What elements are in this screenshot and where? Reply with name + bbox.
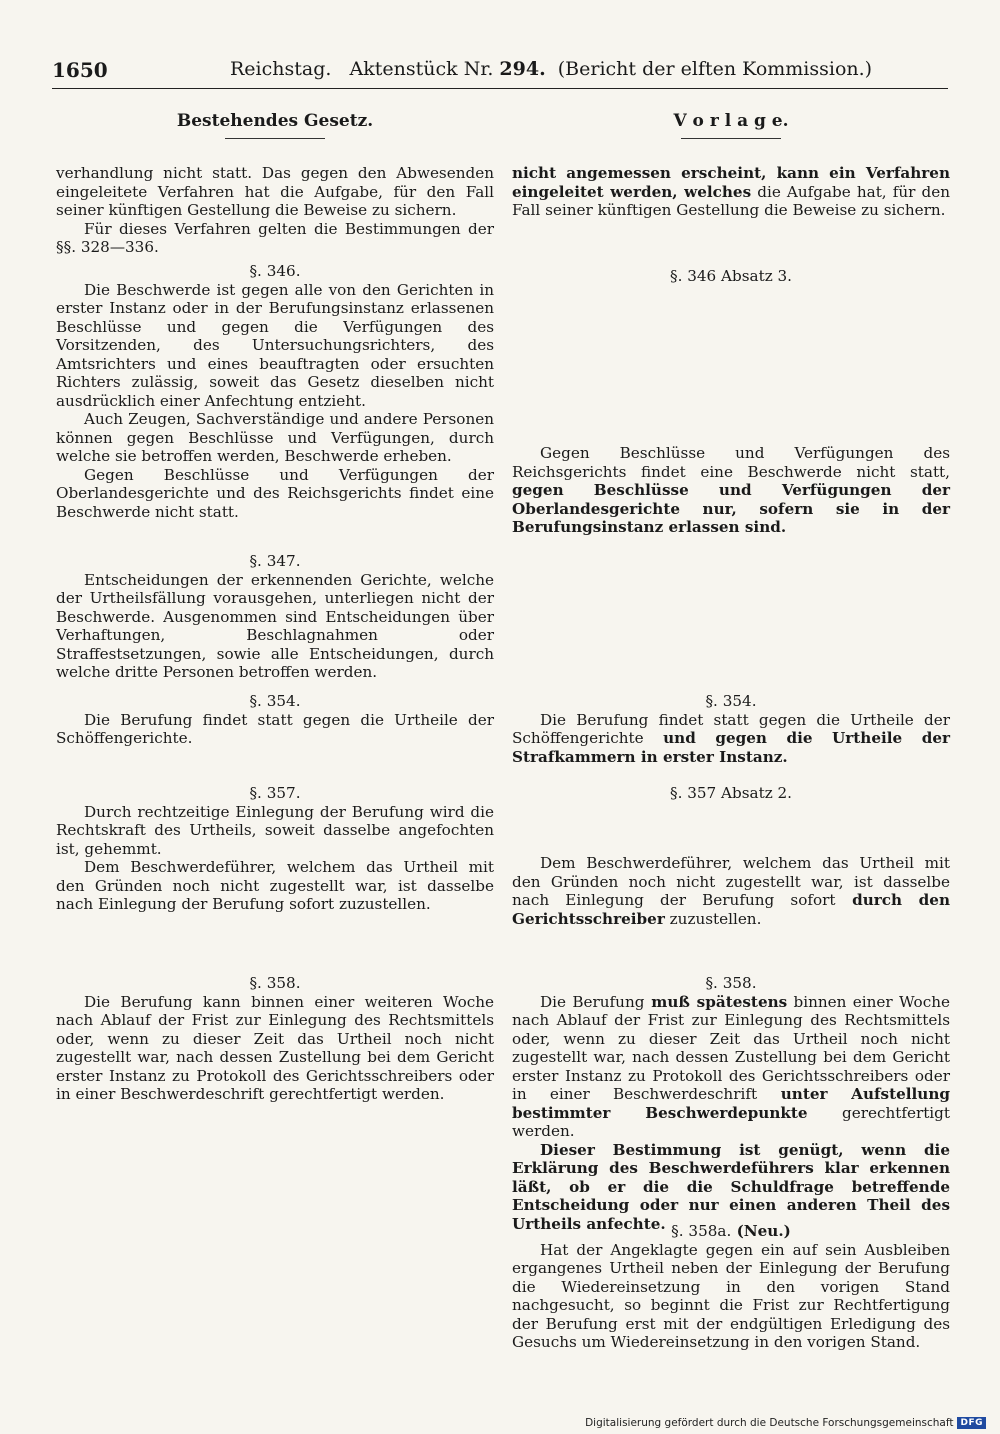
right-paragraph bbox=[512, 164, 950, 220]
original-text: gerechtfertigt werden. bbox=[512, 1103, 950, 1140]
running-title bbox=[230, 58, 872, 80]
section-heading: §. 354. bbox=[249, 692, 301, 710]
section-heading: §. 358. bbox=[249, 974, 301, 992]
right-block-358a bbox=[512, 1222, 950, 1352]
left-column-heading: Bestehendes Gesetz. bbox=[176, 111, 374, 131]
right-heading-rule bbox=[681, 138, 781, 139]
right-paragraph bbox=[512, 993, 950, 1141]
section-number: §. 358a. bbox=[671, 1222, 732, 1240]
right-block-346 bbox=[512, 267, 950, 286]
amended-text: muß spätestens bbox=[644, 992, 788, 1011]
section-heading: §. 346. bbox=[249, 262, 301, 280]
left-block-347 bbox=[56, 552, 494, 682]
original-text: Die Berufung bbox=[540, 992, 645, 1011]
original-text: die Aufgabe hat, für den Fall seiner künftigen Gestellung die Beweise zu sichern. bbox=[512, 182, 950, 219]
left-paragraph: Entscheidungen der erkennenden Gerichte, welche der Urtheilsfällung vorausgehen, unterliegen nicht der Beschwerde. Ausgenommen sind Entscheidungen über Verhaftungen, Beschlagnahmen oder Straffestsetzungen, sowie alle Entscheidungen, durch welche dritte Personen betroffen werden. bbox=[56, 570, 494, 681]
left-paragraph: Die Berufung findet statt gegen die Urtheile der Schöffengerichte. bbox=[56, 710, 494, 747]
section-heading: §. 346 Absatz 3. bbox=[669, 267, 793, 285]
amended-text: durch den Gerichtsschreiber bbox=[512, 891, 950, 928]
digitization-footer bbox=[585, 1416, 986, 1430]
page-header bbox=[52, 58, 948, 89]
original-text: zuzustellen. bbox=[664, 909, 762, 928]
document-number: 294. bbox=[499, 58, 546, 80]
amended-text: gegen Beschlüsse und Verfügungen der Oberlandesgerichte nur, sofern sie in der Berufungsinstanz erlassen sind. bbox=[512, 481, 950, 536]
right-block-354 bbox=[512, 692, 950, 766]
right-column bbox=[512, 112, 950, 1372]
amended-text: und gegen die Urtheile der Strafkammern in erster Instanz. bbox=[512, 729, 950, 766]
right-paragraph-amended: Dieser Bestimmung ist genügt, wenn die Erklärung des Beschwerdeführers klar erkennen läßt, ob er die die Schuldfrage betreffende Entscheidung oder nur einen anderen Theil des Urtheils anfechte. bbox=[512, 1140, 950, 1233]
new-marker: (Neu.) bbox=[731, 1222, 791, 1240]
right-column-heading: V o r l a g e. bbox=[673, 111, 789, 131]
right-paragraph bbox=[512, 711, 950, 767]
right-paragraph bbox=[512, 854, 950, 928]
section-heading: §. 357 Absatz 2. bbox=[669, 784, 793, 802]
left-block-346 bbox=[56, 262, 494, 521]
right-paragraph: Hat der Angeklagte gegen ein auf sein Ausbleiben ergangenes Urtheil neben der Einlegung der Berufung die Wiedereinsetzung in den vorigen Stand nachgesucht, so beginnt die Frist zur Rechtfertigung der Berufung erst mit der endgültigen Erledigung des Gesuchs um Wiedereinsetzung in den vorigen Stand. bbox=[512, 1240, 950, 1351]
left-block-357 bbox=[56, 784, 494, 914]
section-heading: §. 358. bbox=[705, 974, 757, 992]
running-title-prefix: Reichstag. Aktenstück Nr. bbox=[230, 58, 500, 80]
section-heading: §. 354. bbox=[705, 692, 757, 710]
dfg-logo-icon: DFG bbox=[957, 1417, 986, 1429]
left-paragraph: Dem Beschwerdeführer, welchem das Urtheil mit den Gründen noch nicht zugestellt war, ist dasselbe nach Einlegung der Berufung sofort zuzustellen. bbox=[56, 858, 494, 913]
right-paragraph bbox=[512, 444, 950, 537]
left-block-354 bbox=[56, 692, 494, 748]
original-text: Dem Beschwerdeführer, welchem das Urtheil mit den Gründen noch nicht zugestellt war, ist dasselbe nach Einlegung der Berufung sofort bbox=[512, 854, 950, 909]
amended-text: nicht angemessen erscheint, kann ein Verfahren eingeleitet werden, welches bbox=[512, 164, 950, 201]
right-block-357-text bbox=[512, 854, 950, 928]
original-text: Gegen Beschlüsse und Verfügungen des Reichsgerichts findet eine Beschwerde nicht statt, bbox=[512, 444, 950, 481]
section-heading: §. 347. bbox=[249, 552, 301, 570]
left-paragraph: Durch rechtzeitige Einlegung der Berufung wird die Rechtskraft des Urtheils, soweit dasselbe angefochten ist, gehemmt. bbox=[56, 802, 494, 858]
left-paragraph: Gegen Beschlüsse und Verfügungen der Oberlandesgerichte und des Reichsgerichts findet eine Beschwerde nicht statt. bbox=[56, 465, 494, 521]
page-number: 1650 bbox=[52, 58, 108, 82]
left-paragraph: Auch Zeugen, Sachverständige und andere Personen können gegen Beschlüsse und Verfügungen, durch welche sie betroffen werden, Beschwerde erheben. bbox=[56, 410, 494, 465]
left-block-358 bbox=[56, 974, 494, 1104]
right-block-346-text bbox=[512, 444, 950, 537]
section-heading: §. 357. bbox=[249, 784, 301, 802]
left-paragraph: Die Beschwerde ist gegen alle von den Gerichten in erster Instanz oder in der Berufungsinstanz erlassenen Beschlüsse und gegen die Verfügungen des Vorsitzenden, des Untersuchungsrichters, des Amtsrichters und eines beauftragten oder ersuchten Richters zulässig, soweit das Gesetz dieselben nicht ausdrücklich einer Anfechtung entzieht. bbox=[56, 280, 494, 410]
left-paragraph: Für dieses Verfahren gelten die Bestimmungen der §§. 328—336. bbox=[56, 219, 494, 256]
original-text: Die Berufung findet statt gegen die Urtheile der Schöffengerichte bbox=[512, 710, 950, 747]
left-block-intro bbox=[56, 164, 494, 257]
section-heading bbox=[512, 1222, 950, 1241]
original-text: binnen einer Woche nach Ablauf der Frist zur Einlegung des Rechtsmittels oder, wenn zu dieser Zeit das Urtheil noch nicht zugestellt war, nach dessen Zustellung bei dem Gericht erster Instanz zu Protokoll des Gerichtsschreibers oder in einer Beschwerdeschrift bbox=[512, 992, 950, 1103]
running-title-suffix: (Bericht der elften Kommission.) bbox=[545, 58, 873, 80]
right-block-intro bbox=[512, 164, 950, 220]
footer-text: Digitalisierung gefördert durch die Deutsche Forschungsgemeinschaft bbox=[585, 1417, 954, 1429]
left-column bbox=[56, 112, 494, 1112]
amended-text: unter Aufstellung bestimmter Beschwerdepunkte bbox=[512, 1085, 951, 1122]
right-block-357 bbox=[512, 784, 950, 803]
left-paragraph: Die Berufung kann binnen einer weiteren Woche nach Ablauf der Frist zur Einlegung des Rechtsmittels oder, wenn zu dieser Zeit das Urtheil noch nicht zugestellt war, nach dessen Zustellung bei dem Gericht erster Instanz zu Protokoll des Gerichtsschreibers oder in einer Beschwerdeschrift gerechtfertigt werden. bbox=[56, 992, 494, 1103]
left-heading-rule bbox=[225, 138, 325, 139]
left-paragraph: verhandlung nicht statt. Das gegen den Abwesenden eingeleitete Verfahren hat die Aufgabe, für den Fall seiner künftigen Gestellung die Beweise zu sichern. bbox=[56, 164, 494, 219]
right-block-358 bbox=[512, 974, 950, 1233]
